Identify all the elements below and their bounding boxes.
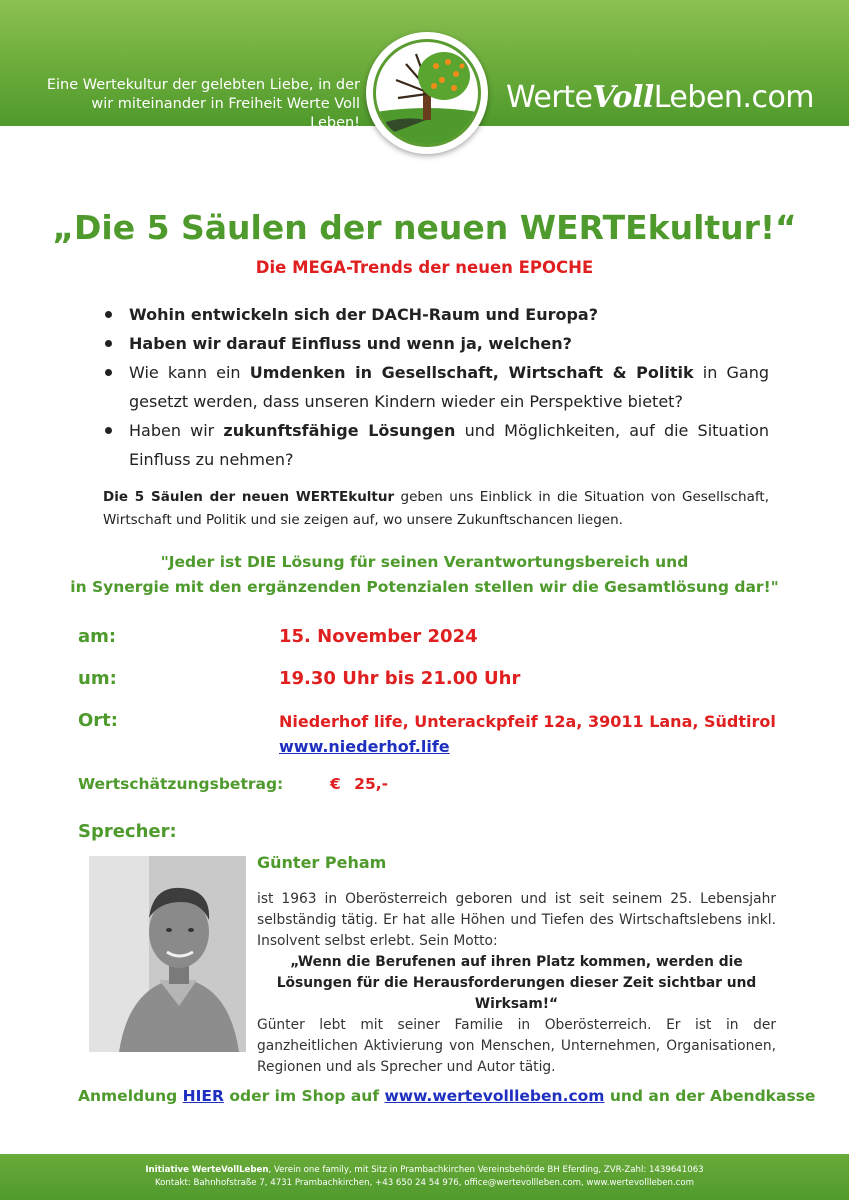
brand-part-2: Voll — [592, 80, 654, 115]
footer-line-2: Kontakt: Bahnhofstraße 7, 4731 Prambachkirchen, +43 650 24 54 976, office@wertevollleben.com, www.wertevollleben.com — [154, 1178, 695, 1188]
bullet-4-bold: zukunftsfähige Lösungen — [223, 421, 456, 440]
intro-paragraph — [103, 486, 769, 532]
list-item — [103, 300, 769, 329]
main-title: „Die 5 Säulen der neuen WERTEkultur!“ — [52, 208, 797, 247]
time-value: 19.30 Uhr bis 21.00 Uhr — [279, 668, 521, 689]
register-here-link[interactable]: HIER — [182, 1087, 224, 1105]
speaker-portrait-image — [89, 856, 246, 1052]
registration-pre: Anmeldung — [78, 1087, 183, 1105]
speaker-bio — [257, 889, 776, 1078]
footer — [0, 1154, 849, 1200]
speaker-name: Günter Peham — [257, 853, 387, 872]
fee-label: Wertschätzungsbetrag: — [78, 775, 284, 793]
speaker-motto: „Wenn die Berufenen auf ihren Platz kommen, werden die Lösungen für die Herausforderungen dieser Zeit sichtbar und Wirksam!“ — [276, 954, 757, 1012]
registration-mid: oder im Shop auf — [223, 1087, 385, 1105]
brand-part-1: Werte — [506, 80, 593, 115]
bullet-3-post: in Gang gesetzt werden, dass unseren Kindern wieder ein Perspektive bietet? — [129, 363, 770, 411]
bullet-4-pre: Haben wir — [129, 421, 224, 440]
date-label: am: — [78, 626, 117, 647]
time-label: um: — [78, 668, 117, 689]
brand-name — [506, 80, 814, 115]
place-label: Ort: — [78, 710, 118, 731]
date-value: 15. November 2024 — [279, 626, 478, 647]
brand-part-3: Leben.com — [653, 80, 815, 115]
footer-org-name: Initiative WerteVollLeben — [145, 1165, 269, 1175]
question-list — [103, 300, 769, 474]
registration-post: und an der Abendkasse — [604, 1087, 816, 1105]
subtitle: Die MEGA-Trends der neuen EPOCHE — [255, 258, 594, 277]
tree-logo-icon — [376, 42, 478, 144]
list-item — [103, 329, 769, 358]
bullet-3-pre: Wie kann ein — [129, 363, 250, 382]
speaker-label: Sprecher: — [78, 821, 177, 842]
bio-part-2: Günter lebt mit seiner Familie in Oberösterreich. Er ist in der ganzheitlichen Aktivierung von Menschen, Unternehmen, Organisationen, Regionen und als Sprecher und Autor tätig. — [257, 1017, 776, 1075]
bullet-1-text: Wohin entwickeln sich der DACH-Raum und Europa? — [129, 305, 598, 324]
footer-line-1 — [0, 1164, 849, 1177]
bullet-2-text: Haben wir darauf Einfluss und wenn ja, welchen? — [129, 334, 572, 353]
list-item — [103, 358, 769, 416]
fee-value: € 25,- — [330, 775, 389, 793]
bullet-3-bold: Umdenken in Gesellschaft, Wirtschaft & Politik — [249, 363, 694, 382]
tagline-line-1: Eine Wertekultur der gelebten Liebe, in der — [46, 77, 360, 93]
intro-text: geben uns Einblick in die Situation von Gesellschaft, Wirtschaft und Politik und sie zeigen auf, wo unsere Zukunftschancen liegen. — [103, 489, 769, 528]
place-link[interactable]: www.niederhof.life — [279, 737, 450, 756]
list-item — [103, 416, 769, 474]
registration-line — [78, 1087, 815, 1105]
quote-line-2: in Synergie mit den ergänzenden Potenzialen stellen wir die Gesamtlösung dar!" — [70, 578, 779, 596]
footer-org-details: , Verein one family, mit Sitz in Prambachkirchen Vereinsbehörde BH Eferding, ZVR-Zahl: 1439641063 — [268, 1165, 704, 1175]
tagline-line-2: wir miteinander in Freiheit Werte Voll Leben! — [91, 96, 360, 131]
quote — [0, 550, 849, 600]
speaker-photo — [89, 856, 246, 1052]
quote-line-1: "Jeder ist DIE Lösung für seinen Verantwortungsbereich und — [160, 553, 689, 571]
intro-bold: Die 5 Säulen der neuen WERTEkultur — [103, 489, 395, 505]
bio-part-1: ist 1963 in Oberösterreich geboren und ist seit seinem 25. Lebensjahr selbständig tätig. Er hat alle Höhen und Tiefen des Wirtschaftslebens inkl. Insolvent selbst erlebt. Sein Motto: — [257, 891, 776, 949]
shop-link[interactable]: www.wertevollleben.com — [384, 1087, 605, 1105]
bullet-4-post: und Möglichkeiten, auf die Situation Einfluss zu nehmen? — [129, 421, 770, 469]
tagline — [40, 76, 360, 133]
place-value: Niederhof life, Unterackpfeif 12a, 39011 Lana, Südtirol — [279, 712, 776, 731]
logo — [366, 32, 488, 154]
